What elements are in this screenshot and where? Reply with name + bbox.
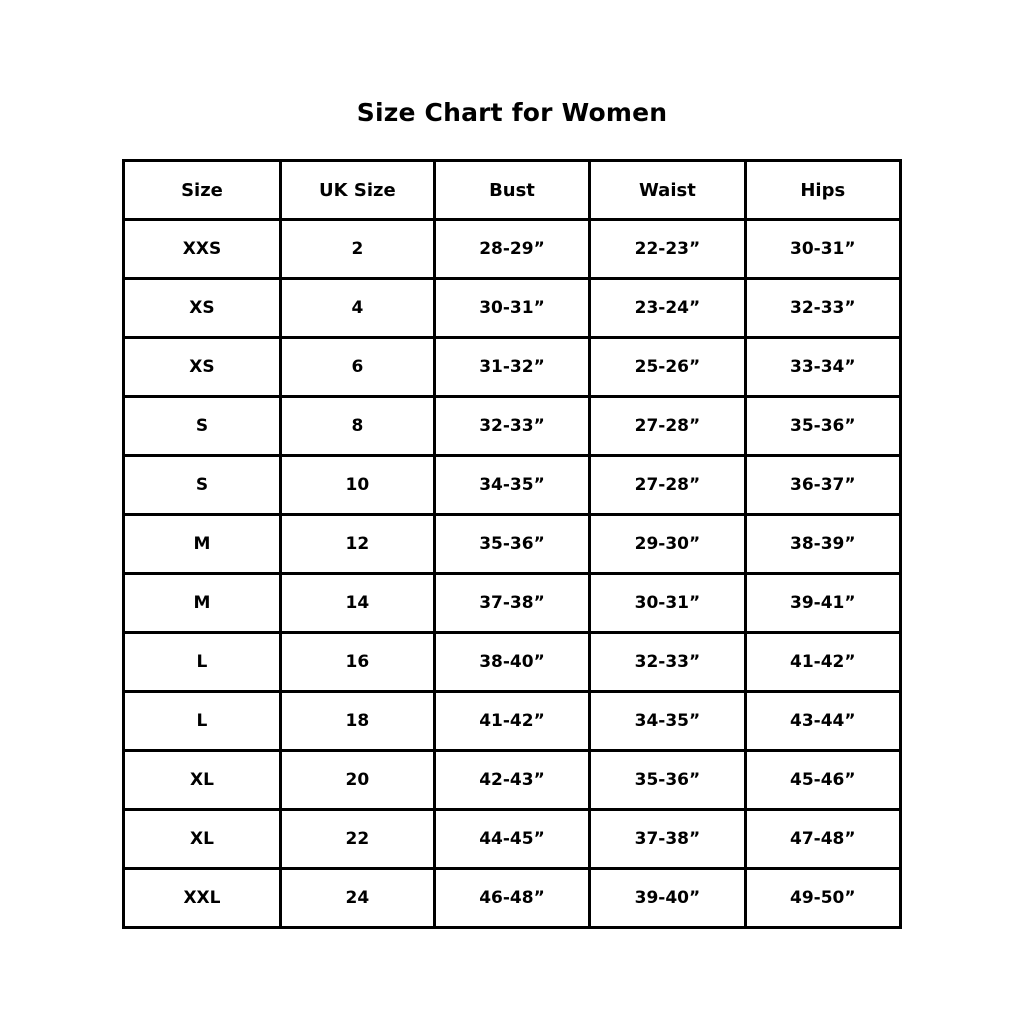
cell-bust: 42-43” bbox=[434, 751, 589, 810]
table-row bbox=[124, 574, 901, 633]
cell-size: L bbox=[124, 692, 281, 751]
cell-bust: 37-38” bbox=[434, 574, 589, 633]
cell-hips: 49-50” bbox=[745, 869, 900, 928]
cell-waist: 23-24” bbox=[590, 279, 745, 338]
cell-uk-size: 24 bbox=[280, 869, 434, 928]
cell-uk-size: 18 bbox=[280, 692, 434, 751]
table-row bbox=[124, 456, 901, 515]
cell-waist: 39-40” bbox=[590, 869, 745, 928]
cell-waist: 22-23” bbox=[590, 220, 745, 279]
table-row bbox=[124, 515, 901, 574]
table-header-row bbox=[124, 161, 901, 220]
cell-hips: 45-46” bbox=[745, 751, 900, 810]
column-header-uk-size: UK Size bbox=[280, 161, 434, 220]
cell-waist: 27-28” bbox=[590, 456, 745, 515]
cell-size: XS bbox=[124, 279, 281, 338]
table-row bbox=[124, 279, 901, 338]
cell-size: XXL bbox=[124, 869, 281, 928]
cell-hips: 35-36” bbox=[745, 397, 900, 456]
cell-size: XL bbox=[124, 751, 281, 810]
cell-waist: 32-33” bbox=[590, 633, 745, 692]
cell-hips: 38-39” bbox=[745, 515, 900, 574]
table-row bbox=[124, 338, 901, 397]
cell-bust: 38-40” bbox=[434, 633, 589, 692]
table-row bbox=[124, 220, 901, 279]
cell-hips: 30-31” bbox=[745, 220, 900, 279]
cell-waist: 34-35” bbox=[590, 692, 745, 751]
cell-hips: 32-33” bbox=[745, 279, 900, 338]
cell-waist: 25-26” bbox=[590, 338, 745, 397]
cell-uk-size: 16 bbox=[280, 633, 434, 692]
cell-size: L bbox=[124, 633, 281, 692]
cell-hips: 47-48” bbox=[745, 810, 900, 869]
cell-uk-size: 4 bbox=[280, 279, 434, 338]
cell-hips: 43-44” bbox=[745, 692, 900, 751]
column-header-size: Size bbox=[124, 161, 281, 220]
cell-bust: 30-31” bbox=[434, 279, 589, 338]
page-title: Size Chart for Women bbox=[356, 98, 668, 127]
table-row bbox=[124, 751, 901, 810]
cell-bust: 44-45” bbox=[434, 810, 589, 869]
cell-waist: 27-28” bbox=[590, 397, 745, 456]
cell-uk-size: 6 bbox=[280, 338, 434, 397]
column-header-bust: Bust bbox=[434, 161, 589, 220]
cell-size: S bbox=[124, 397, 281, 456]
cell-size: M bbox=[124, 515, 281, 574]
column-header-waist: Waist bbox=[590, 161, 745, 220]
cell-hips: 41-42” bbox=[745, 633, 900, 692]
cell-bust: 31-32” bbox=[434, 338, 589, 397]
column-header-hips: Hips bbox=[745, 161, 900, 220]
cell-hips: 39-41” bbox=[745, 574, 900, 633]
cell-uk-size: 14 bbox=[280, 574, 434, 633]
cell-bust: 34-35” bbox=[434, 456, 589, 515]
cell-bust: 28-29” bbox=[434, 220, 589, 279]
table-header bbox=[124, 161, 901, 220]
cell-bust: 32-33” bbox=[434, 397, 589, 456]
cell-size: XS bbox=[124, 338, 281, 397]
cell-bust: 46-48” bbox=[434, 869, 589, 928]
cell-waist: 29-30” bbox=[590, 515, 745, 574]
table-container bbox=[122, 159, 902, 929]
cell-waist: 35-36” bbox=[590, 751, 745, 810]
table-row bbox=[124, 869, 901, 928]
cell-waist: 37-38” bbox=[590, 810, 745, 869]
cell-size: S bbox=[124, 456, 281, 515]
cell-uk-size: 8 bbox=[280, 397, 434, 456]
cell-hips: 36-37” bbox=[745, 456, 900, 515]
table-row bbox=[124, 692, 901, 751]
cell-waist: 30-31” bbox=[590, 574, 745, 633]
cell-bust: 41-42” bbox=[434, 692, 589, 751]
table-row bbox=[124, 810, 901, 869]
table-body bbox=[124, 220, 901, 928]
cell-uk-size: 10 bbox=[280, 456, 434, 515]
cell-hips: 33-34” bbox=[745, 338, 900, 397]
table-row bbox=[124, 397, 901, 456]
cell-size: XXS bbox=[124, 220, 281, 279]
cell-uk-size: 12 bbox=[280, 515, 434, 574]
table-row bbox=[124, 633, 901, 692]
cell-uk-size: 2 bbox=[280, 220, 434, 279]
size-chart-table bbox=[122, 159, 902, 929]
cell-bust: 35-36” bbox=[434, 515, 589, 574]
cell-uk-size: 22 bbox=[280, 810, 434, 869]
cell-uk-size: 20 bbox=[280, 751, 434, 810]
cell-size: XL bbox=[124, 810, 281, 869]
cell-size: M bbox=[124, 574, 281, 633]
